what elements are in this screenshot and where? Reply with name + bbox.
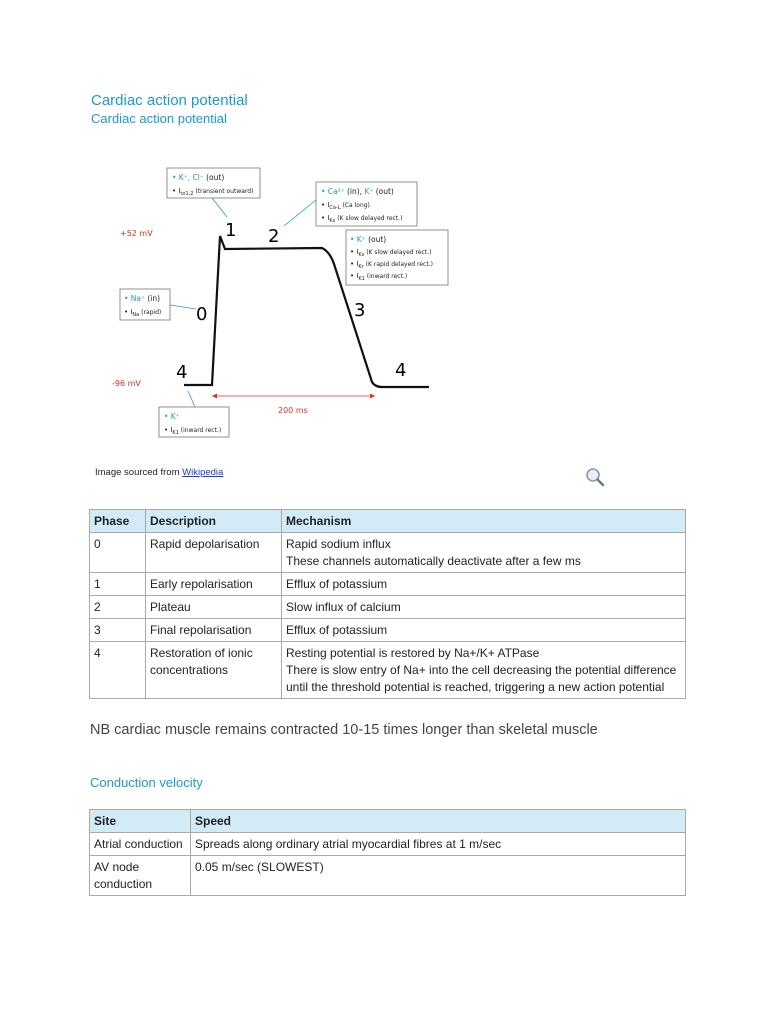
cell-phase: 4 bbox=[90, 642, 146, 699]
box-phase2-current2: • $I_{Ks}$ (K slow delayed rect.) bbox=[321, 214, 403, 224]
box-phase3-current3: • $I_{K1}$ (inward rect.) bbox=[350, 272, 408, 282]
action-potential-diagram bbox=[92, 160, 464, 445]
box-phase4-current: • $I_{K1}$ (inward rect.) bbox=[164, 426, 222, 436]
table-row bbox=[90, 833, 686, 856]
image-credit bbox=[95, 467, 223, 478]
table-row bbox=[90, 619, 686, 642]
page-subtitle: Cardiac action potential bbox=[91, 111, 227, 126]
page-title: Cardiac action potential bbox=[91, 92, 248, 109]
cell-mechanism: Efflux of potassium bbox=[282, 573, 686, 596]
mechanism-line: There is slow entry of Na+ into the cell decreasing the potential difference until the threshold potential is reached, triggering a new action potential bbox=[286, 663, 677, 694]
cell-description: Restoration of ionic concentrations bbox=[146, 642, 282, 699]
wikipedia-link[interactable]: Wikipedia bbox=[182, 467, 224, 478]
cell-mechanism: Efflux of potassium bbox=[282, 619, 686, 642]
mechanism-line: Resting potential is restored by Na+/K+ ATPase bbox=[286, 646, 540, 660]
cell-mechanism bbox=[282, 642, 686, 699]
phase-table bbox=[89, 509, 686, 699]
cell-site: Atrial conduction bbox=[90, 833, 191, 856]
zoom-icon[interactable] bbox=[585, 467, 605, 487]
phase-label-1: 1 bbox=[225, 220, 237, 241]
conduction-table-header bbox=[90, 810, 686, 833]
cell-speed: Spreads along ordinary atrial myocardial fibres at 1 m/sec bbox=[191, 833, 686, 856]
phase-label-3: 3 bbox=[354, 300, 366, 321]
box-phase0-current: • $I_{Na}$ (rapid) bbox=[124, 308, 162, 318]
phase-label-4-right: 4 bbox=[395, 360, 407, 381]
cell-description: Plateau bbox=[146, 596, 282, 619]
phase-label-4-left: 4 bbox=[176, 362, 188, 383]
cell-mechanism bbox=[282, 533, 686, 573]
box-phase2-ions: • Ca²⁺ (in), K⁺ (out) bbox=[321, 187, 394, 196]
voltage-top-label: +52 mV bbox=[120, 229, 153, 238]
phase-label-0: 0 bbox=[196, 304, 208, 325]
col-mechanism: Mechanism bbox=[282, 510, 686, 533]
box-phase2-current1: • $I_{Ca-L}$ (Ca long) bbox=[321, 201, 370, 211]
cell-phase: 2 bbox=[90, 596, 146, 619]
col-phase: Phase bbox=[90, 510, 146, 533]
cell-mechanism: Slow influx of calcium bbox=[282, 596, 686, 619]
voltage-bottom-label: -96 mV bbox=[112, 379, 141, 388]
box-phase3-ions: • K⁺ (out) bbox=[350, 235, 387, 244]
conduction-heading: Conduction velocity bbox=[90, 775, 203, 790]
phase-label-2: 2 bbox=[268, 226, 280, 247]
box-phase3-current1: • $I_{Ks}$ (K slow delayed rect.) bbox=[350, 248, 432, 258]
table-row bbox=[90, 533, 686, 573]
mechanism-line: These channels automatically deactivate after a few ms bbox=[286, 554, 581, 568]
box-phase4-ions: • K⁺ bbox=[164, 412, 180, 421]
table-row bbox=[90, 573, 686, 596]
mechanism-line: Rapid sodium influx bbox=[286, 537, 391, 551]
box-phase3-current2: • $I_{Kr}$ (K rapid delayed rect.) bbox=[350, 260, 433, 270]
credit-prefix: Image sourced from bbox=[95, 467, 183, 478]
cell-description: Early repolarisation bbox=[146, 573, 282, 596]
conduction-table bbox=[89, 809, 686, 896]
table-row bbox=[90, 856, 686, 896]
cell-description: Final repolarisation bbox=[146, 619, 282, 642]
cell-description: Rapid depolarisation bbox=[146, 533, 282, 573]
cell-phase: 1 bbox=[90, 573, 146, 596]
cell-site: AV node conduction bbox=[90, 856, 191, 896]
duration-label: 200 ms bbox=[278, 406, 308, 415]
box-phase1-ions: • K⁺, Cl⁻ (out) bbox=[172, 173, 225, 182]
cell-speed: 0.05 m/sec (SLOWEST) bbox=[191, 856, 686, 896]
col-description: Description bbox=[146, 510, 282, 533]
table-row bbox=[90, 642, 686, 699]
cell-phase: 0 bbox=[90, 533, 146, 573]
col-speed: Speed bbox=[191, 810, 686, 833]
table-row bbox=[90, 596, 686, 619]
box-phase0-ions: • Na⁺ (in) bbox=[124, 294, 161, 303]
nb-note: NB cardiac muscle remains contracted 10-15 times longer than skeletal muscle bbox=[90, 722, 598, 738]
box-phase1-current: • $I_{to1,2}$ (transient outward) bbox=[172, 187, 254, 197]
phase-table-header bbox=[90, 510, 686, 533]
col-site: Site bbox=[90, 810, 191, 833]
cell-phase: 3 bbox=[90, 619, 146, 642]
